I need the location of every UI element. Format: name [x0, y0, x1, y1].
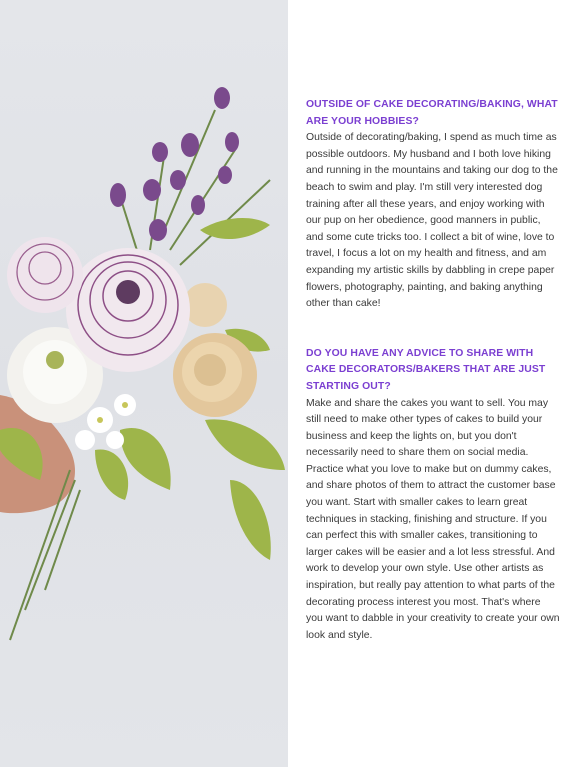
section-heading: OUTSIDE OF CAKE DECORATING/BAKING, WHAT ARE YOUR HOBBIES?	[306, 99, 558, 127]
section-body: Make and share the cakes you want to sell. You may still need to make other types of cakes to build your business and keep the lights on, but you don't necessarily need to share them on social media. Practice what you love to make but on dummy cakes, and share photos of them to attract the customer base you want. Start with smaller cakes to learn great techniques in stacking, finishing and structure. If you can perfect this with smaller cakes, transitioning to larger cakes will be easier and a lot less stressful. And work to develop your own style. Use other artists as inspiration, but really pay attention to what parts of the decorating process interest you most. That's where you want to dabble in your creativity to create your own look and style.	[306, 397, 560, 641]
section-body: Outside of decorating/baking, I spend as much time as possible outdoors. My husband and I both love hiking and running in the mountains and taking our dog to the beach to swim and play. I'm still very interested dog training after all these years, and enjoy working with our pup on her obedience, good manners in public, and some cute tricks too. I collect a bit of wine, love to travel, I focus a lot on my health and fitness, and am expanding my artistic skills by dabbling in crepe paper flowers, photography, painting, and baking anything other than cake!	[306, 132, 558, 310]
lavender-buds	[110, 87, 239, 241]
purple-ranunculus	[66, 248, 190, 372]
peach-rose	[173, 333, 257, 417]
article-text-column	[306, 97, 560, 644]
purple-ranunculus-small	[7, 237, 83, 313]
section-advice	[306, 346, 560, 645]
section-hobbies	[306, 97, 560, 313]
section-heading: DO YOU HAVE ANY ADVICE TO SHARE WITH CAKE DECORATORS/BAKERS THAT ARE JUST STARTING OUT?	[306, 347, 546, 392]
